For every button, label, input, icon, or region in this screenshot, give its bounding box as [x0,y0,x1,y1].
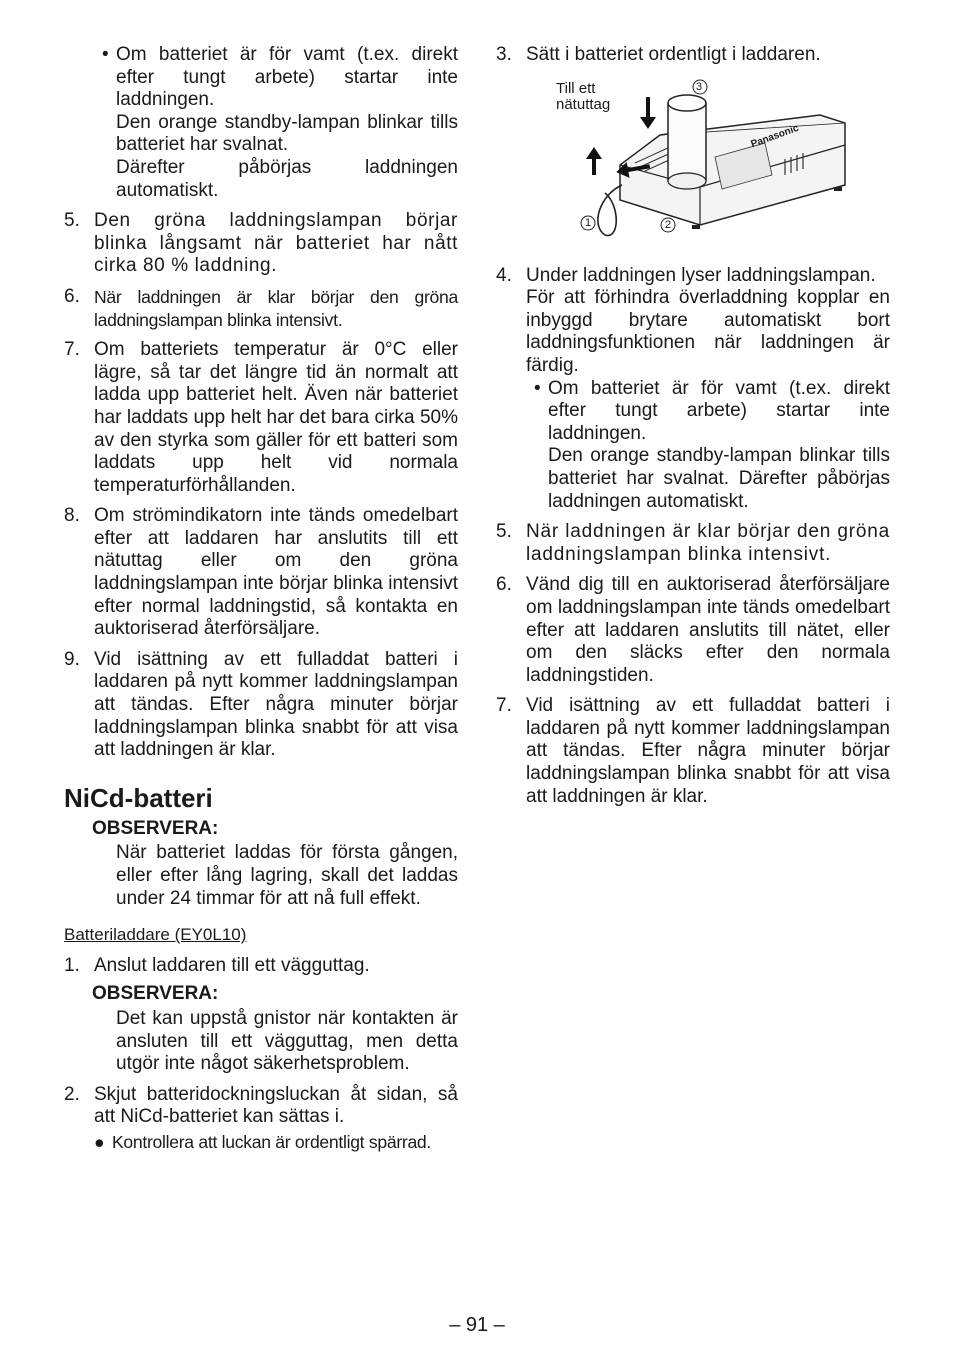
bullet-overheat [526,378,890,514]
list-item [64,649,458,762]
check-bullet [92,1131,458,1154]
note-text: Det kan uppstå gnistor när kontakten är ansluten till ett vägguttag, men detta utgör inte något säkerhetsproblem. [116,1007,458,1075]
section-heading: NiCd-batteri [64,782,213,813]
bullet-para-1: Den orange standby-lampan blinkar tills batteriet har svalnat. [116,111,458,156]
item-number: 9. [64,648,80,670]
marker-1: 1 [585,216,592,229]
item-number: 6. [64,285,80,307]
note-label: OBSERVERA: [92,817,219,839]
marker-2: 2 [665,218,672,231]
step-3 [496,44,890,67]
brand-label: Panasonic [749,122,801,150]
list-item [496,695,890,808]
item-number: 5. [64,210,80,232]
item-text: Den gröna laddningslampan börjar blinka långsamt när batteriet har nått cirka 80 % laddning. [94,210,458,277]
item-para: För att förhindra överladdning kopplar en inbyggd brytare automatiskt bort laddningsfunktionen när laddningen är färdig. [526,287,890,376]
list-item [64,505,458,641]
item-number: 8. [64,505,80,527]
bullet-dot: ● [94,1131,105,1152]
page-number: – 91 – [449,1314,505,1336]
item-text: Om strömindikatorn inte tänds omedelbart efter att laddaren har anslutits till ett nätuttag eller om den gröna laddningslampan inte börjar blinka intensivt efter normal laddningstid, så kontakta en auktoriserad återförsäljare. [94,505,458,640]
bullet-text: Om batteriet är för vamt (t.ex. direkt efter tungt arbete) startar inte laddningen. [116,44,458,111]
item-number: 5. [496,521,512,543]
item-number: 6. [496,574,512,596]
item-number: 4. [496,264,512,286]
item-text: Vid isättning av ett fulladdat batteri i laddaren på nytt kommer laddningslampan att tändas. Efter några minuter börjar laddningslampan blinka snabbt för att visa att laddningen är klar. [526,695,890,807]
bullet-para-2: Därefter påbörjas laddningen automatiskt. [116,156,458,201]
item-text: Sätt i batteriet ordentligt i laddaren. [526,44,821,65]
step-2 [64,1084,458,1129]
note-label: OBSERVERA: [92,983,219,1005]
item-number: 3. [496,44,512,65]
bullet-para-1: Den orange standby-lampan blinkar tills batteriet har svalnat. Därefter påbörjas laddningen automatiskt. [548,445,890,512]
subheading: Batteriladdare (EY0L10) [64,925,247,945]
bullet-overheat [94,44,458,202]
note-text: När batteriet laddas för första gången, eller efter lång lagring, skall det laddas under 24 timmar för att nå full effekt. [116,842,458,909]
item-text: Vid isättning av ett fulladdat batteri i laddaren på nytt kommer laddningslampan att tändas. Efter några minuter börjar laddningslampan blinka snabbt för att visa att laddningen är klar. [94,648,458,761]
item-number: 2. [64,1083,80,1105]
right-column [496,44,890,816]
left-column [64,44,458,1154]
item-text: När laddningen är klar börjar den gröna laddningslampan blinka intensivt. [526,521,890,565]
bullet-dot: • [102,44,109,65]
item-text: Vänd dig till en auktoriserad återförsäljare om laddningslampan inte tänds omedelbart efter att laddaren anslutits till nätet, eller om den släcks efter den normala laddningstiden. [526,574,890,686]
item-text: Anslut laddaren till ett vägguttag. [94,954,370,976]
list-item [496,521,890,566]
marker-3: 3 [696,80,703,93]
item-number: 7. [496,695,512,717]
bullet-dot: • [534,377,541,399]
step-4 [496,265,890,378]
step-1 [64,955,458,978]
bullet-text: Om batteriet är för vamt (t.ex. direkt efter tungt arbete) startar inte laddningen. [548,377,890,444]
check-text: Kontrollera att luckan är ordentligt spärrad. [112,1131,432,1152]
item-text: Skjut batteridockningsluckan åt sidan, så att NiCd-batteriet kan sättas i. [94,1083,458,1128]
charger-illustration [550,75,850,247]
list-item [64,339,458,497]
list-item [64,210,458,278]
item-text: Under laddningen lyser laddningslampan. [526,264,876,286]
item-number: 1. [64,954,80,976]
outlet-label: Till ett nätuttag [556,79,611,113]
item-number: 7. [64,339,80,361]
item-text: Om batteriets temperatur är 0°C eller lägre, så tar det längre tid än normalt att ladda upp batteriet helt. Även när batteriet har laddats upp helt har det bara cirka 50% av den styrka som gäller för ett batteri som laddats upp helt vid normala temperaturförhållanden. [94,339,458,496]
list-item [64,286,458,331]
item-text: När laddningen är klar börjar den gröna laddningslampan blinka intensivt. [94,286,458,330]
list-item [496,574,890,687]
